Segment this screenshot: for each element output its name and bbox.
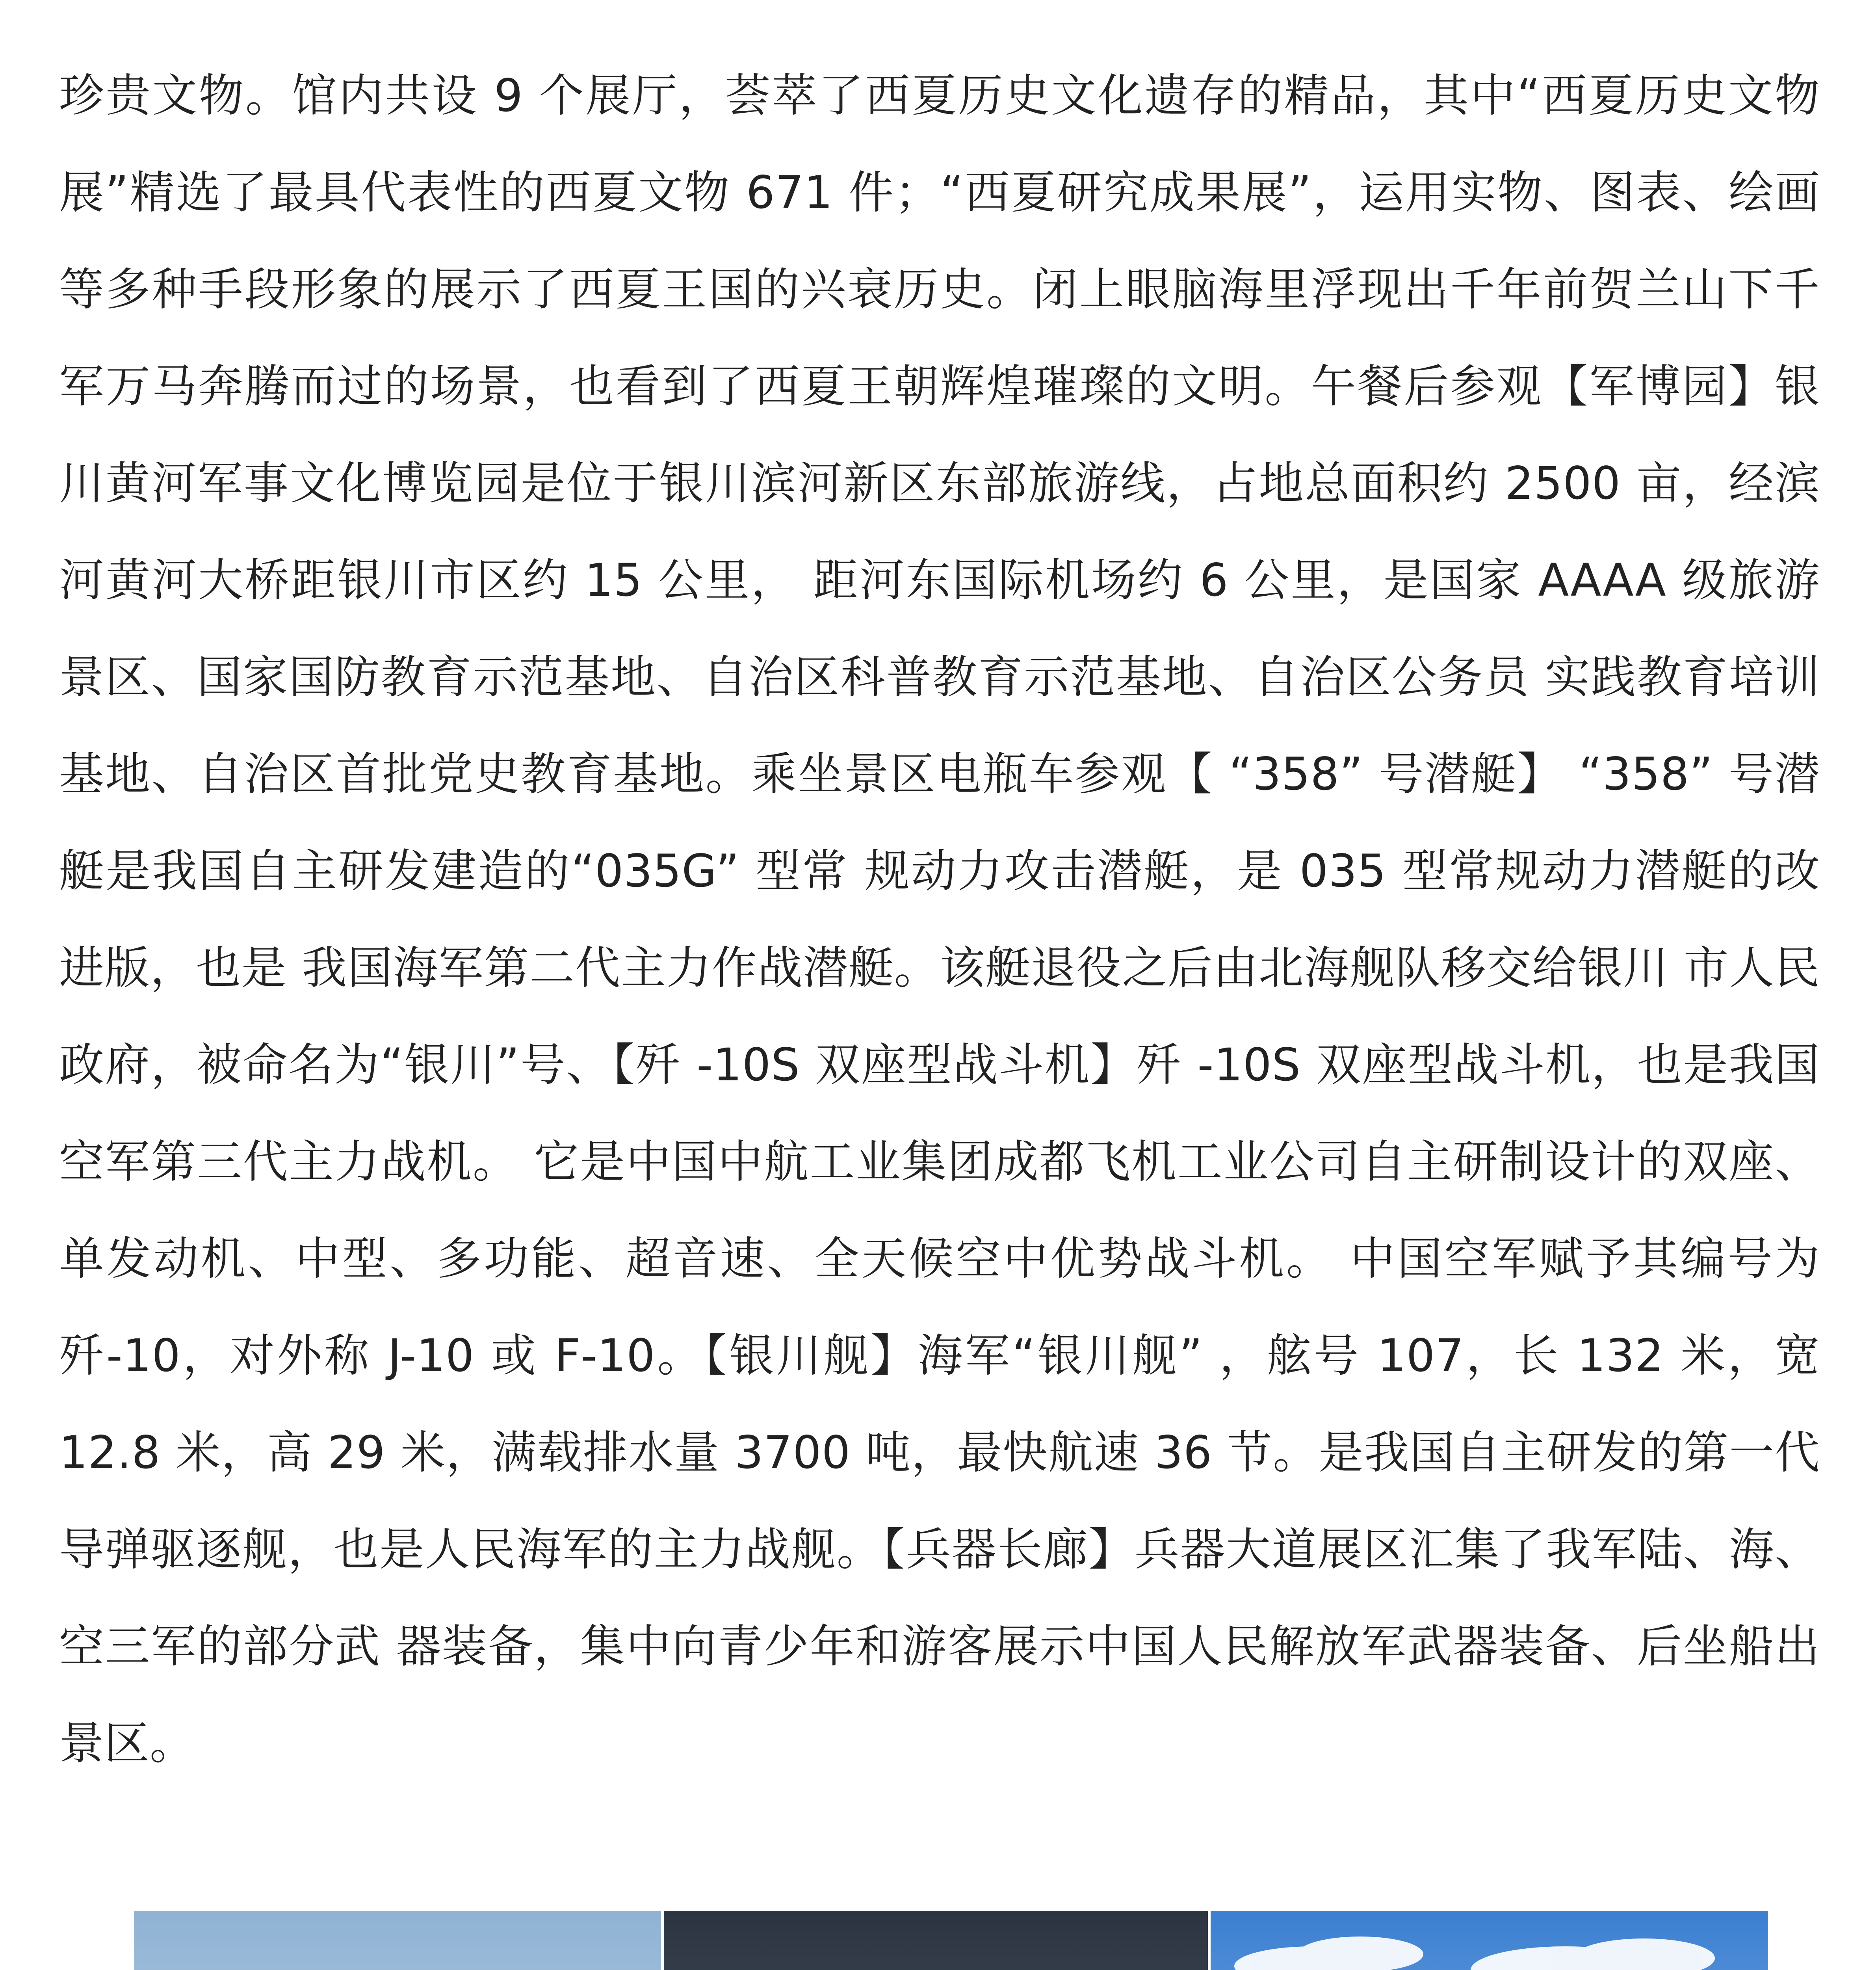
itinerary-paragraph: 珍贵文物。馆内共设 9 个展厅，荟萃了西夏历史文化遗存的精品，其中“西夏历史文物展”精选了最具代表性的西夏文物 671 件；“西夏研究成果展”，运用实物、图表、绘画等多种手段形象的展示了西夏王国的兴衰历史。闭上眼脑海里浮现出千年前贺兰山下千军万马奔腾而过的场景，也看到了西夏王朝辉煌璀璨的文明。午餐后参观【军博园】银川黄河军事文化博览园是位于银川滨河新区东部旅游线，占地总面积约 2500 亩，经滨河黄河大桥距银川市区约 15 公里， 距河东国际机场约 6 公里，是国家 AAAA 级旅游景区、国家国防教育示范基地、自治区科普教育示范基地、自治区公务员 实践教育培训基地、自治区首批党史教育基地。乘坐景区电瓶车参观【 “358” 号潜艇】 “358” 号潜艇是我国自主研发建造的“035G” 型常 规动力攻击潜艇，是 035 型常规动力潜艇的改进版，也是 我国海军第二代主力作战潜艇。该艇退役之后由北海舰队移交给银川 市人民政府，被命名为“银川”号、【歼 -10S 双座型战斗机】歼 -10S 双座型战斗机，也是我国空军第三代主力战机。 它是中国中航工业集团成都飞机工业公司自主研制设计的双座、 单发动机、中型、多功能、超音速、全天候空中优势战斗机。 中国空军赋予其编号为歼-10，对外称 J-10 或 F-10。【银川舰】海军“银川舰” ，舷号 107，长 132 米，宽 12.8 米，高 29 米，满载排水量 3700 吨，最快航速 36 节。是我国自主研发的第一代导弹驱逐舰，也是人民海军的主力战舰。【兵器长廊】兵器大道展区汇集了我军陆、海、空三军的部分武 器装备，集中向青少年和游客展示中国人民解放军武器装备、后坐船出景区。 — [59, 69, 1820, 1769]
warship-photo — [134, 1911, 661, 1970]
cave-scenic-photo — [664, 1911, 1208, 1970]
submarine-photo — [1211, 1911, 1768, 1970]
photo-strip — [134, 1911, 1768, 1970]
